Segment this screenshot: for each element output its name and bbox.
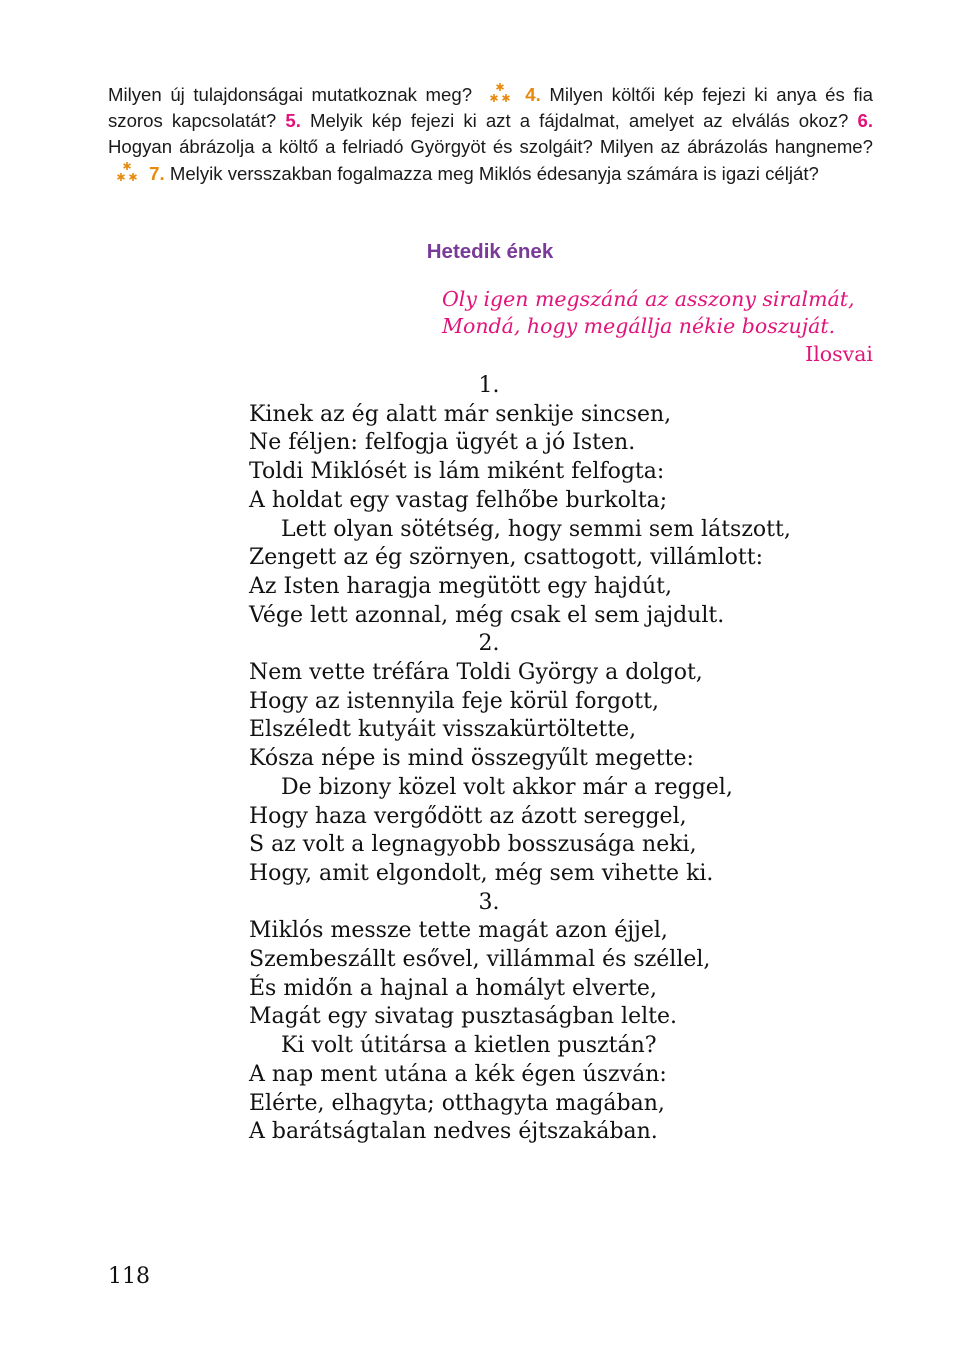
poem-line: Hogy, amit elgondolt, még sem vihette ki.	[249, 860, 714, 886]
question-text: Melyik kép fejezi ki azt a fájdalmat, amelyet az elválás okoz?	[300, 110, 858, 132]
question-number-5: 5.	[285, 110, 301, 132]
poem-line: Ki volt útitársa a kietlen pusztán?	[281, 1033, 657, 1059]
poem-line: Kósza népe is mind összegyűlt megette:	[249, 746, 694, 772]
page-number: 118	[108, 1264, 150, 1289]
poem-line: Lett olyan sötétség, hogy semmi sem látszott,	[281, 516, 791, 542]
question-text: Milyen költői kép fejezi ki anya és fia szoros kapcsolatát?	[108, 84, 873, 132]
question-text: Hogyan ábrázolja a költő a felriadó Györgyöt és szolgáit? Milyen az ábrázolás hangneme?	[108, 136, 873, 158]
poem-line: Elszéledt kutyáit visszakürtöltette,	[249, 717, 637, 743]
poem-line: Miklós messze tette magát azon éjjel,	[249, 918, 668, 944]
stanza-number: 2.	[478, 631, 500, 657]
poem-line: Szembeszállt esővel, villámmal és széllel,	[249, 947, 711, 973]
poem-line: Elérte, elhagyta; otthagyta magában,	[249, 1090, 665, 1116]
poem-line: A nap ment utána a kék égen úszván:	[249, 1061, 667, 1087]
poem-line: Hogy haza vergődött az ázott sereggel,	[249, 803, 687, 829]
stanza-3	[249, 889, 869, 1147]
poem-line: De bizony közel volt akkor már a reggel,	[281, 774, 733, 800]
stanza-number: 1.	[478, 373, 500, 398]
poem-line: S az volt a legnagyobb bosszusága neki,	[249, 832, 697, 858]
question-number-6: 6.	[857, 110, 873, 132]
questions-paragraph	[108, 82, 873, 187]
stanza-2	[249, 630, 869, 888]
asterism-star-icon	[114, 161, 140, 183]
poem-line: Ne féljen: felfogja ügyét a jó Isten.	[249, 430, 636, 456]
poem-line: A barátságtalan nedves éjtszakában.	[249, 1119, 658, 1145]
question-number-4: 4.	[525, 84, 541, 105]
motto-author: Ilosvai	[805, 342, 873, 366]
motto-line: Mondá, hogy megállja nékie boszuját.	[442, 314, 836, 338]
question-text: Melyik versszakban fogalmazza meg Miklós édesanyja számára is igazi célját?	[164, 162, 819, 184]
poem-line: És midőn a hajnal a homályt elverte,	[249, 975, 657, 1001]
poem-line: Vége lett azonnal, még csak el sem jajdult.	[249, 602, 725, 628]
poem-line: Hogy az istennyila feje körül forgott,	[249, 688, 659, 714]
poem-line: Magát egy sivatag pusztaságban lelte.	[249, 1004, 677, 1030]
poem-line: Az Isten haragja megütött egy hajdút,	[249, 573, 673, 599]
poem-line: A holdat egy vastag felhőbe burkolta;	[249, 487, 668, 513]
poem-line: Zengett az ég szörnyen, csattogott, villámlott:	[249, 545, 764, 571]
question-text: Milyen új tulajdonságai mutatkoznak meg?	[108, 84, 473, 105]
chapter-title: Hetedik ének	[426, 240, 554, 263]
poem-line: Kinek az ég alatt már senkije sincsen,	[249, 401, 672, 427]
motto	[442, 286, 874, 340]
stanza-1	[249, 372, 869, 630]
question-number-7: 7.	[149, 162, 165, 184]
poem	[249, 372, 869, 1147]
poem-line: Nem vette tréfára Toldi György a dolgot,	[249, 660, 703, 686]
motto-line: Oly igen megszáná az asszony siralmát,	[442, 287, 855, 311]
stanza-number: 3.	[478, 889, 500, 915]
asterism-star-icon	[487, 82, 513, 104]
poem-line: Toldi Miklósét is lám miként felfogta:	[249, 459, 665, 485]
